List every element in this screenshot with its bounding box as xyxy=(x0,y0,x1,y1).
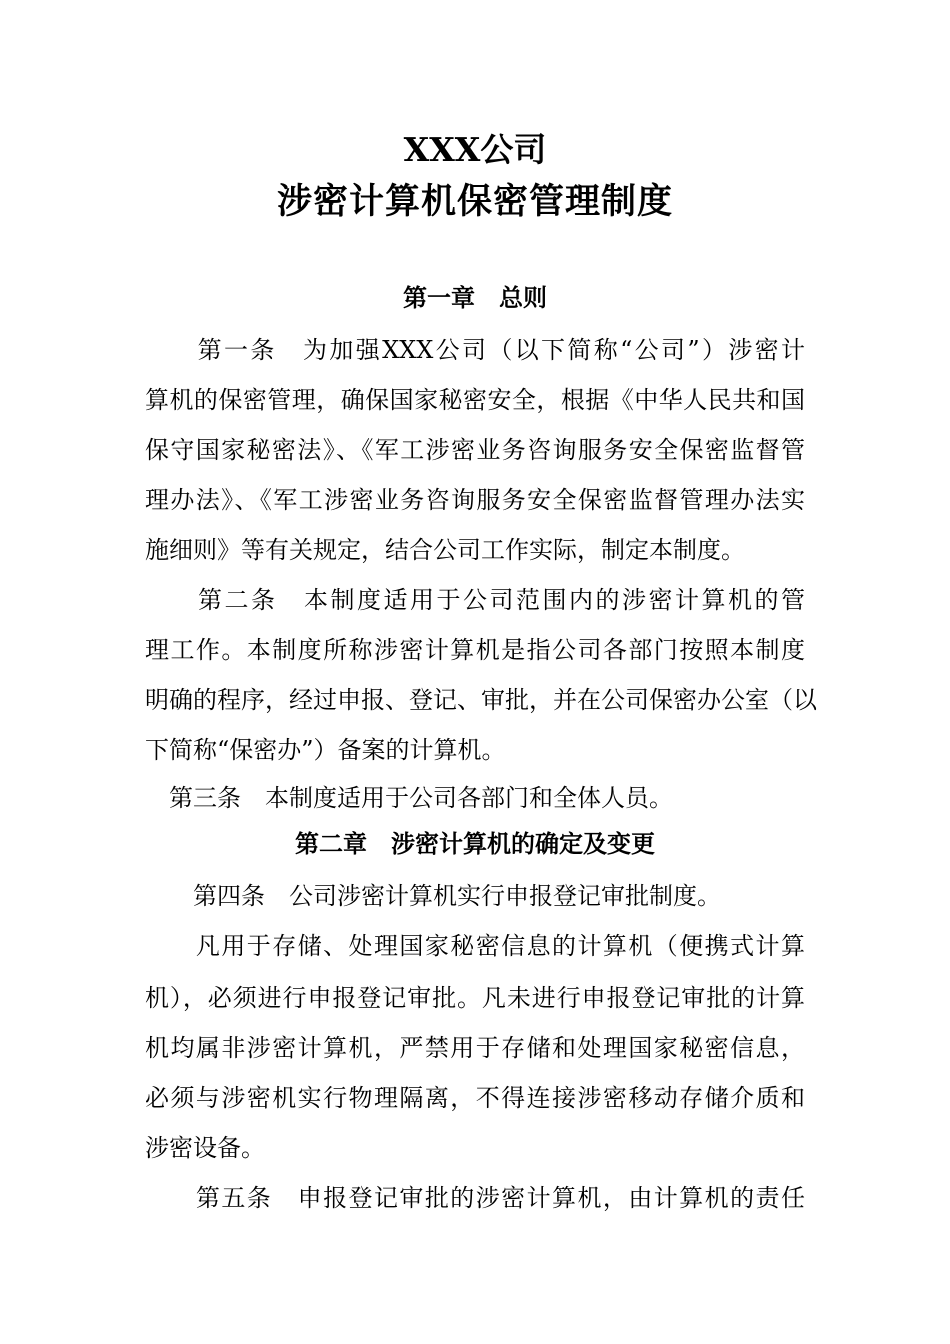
chapter-heading-1: 第一章 总则 xyxy=(403,283,547,312)
text-line: 凡用于存储、处理国家秘密信息的计算机（便携式计算 xyxy=(145,932,805,960)
text-line: 机均属非涉密计算机，严禁用于存储和处理国家秘密信息， xyxy=(145,1034,805,1062)
text-line: 第五条 申报登记审批的涉密计算机，由计算机的责任 xyxy=(145,1184,805,1212)
text-line: 第一条 为加强XXX公司（以下简称“公司”）涉密计 xyxy=(145,336,805,364)
document-title-company: XXX公司 xyxy=(403,130,547,169)
chapter-heading-2: 第二章 涉密计算机的确定及变更 xyxy=(295,829,655,858)
text-line: 涉密设备。 xyxy=(145,1134,265,1162)
text-line: 必须与涉密机实行物理隔离，不得连接涉密移动存储介质和 xyxy=(145,1084,805,1112)
text-line: 下简称“保密办”）备案的计算机。 xyxy=(145,736,506,764)
text-line: 第四条 公司涉密计算机实行申报登记审批制度。 xyxy=(145,882,721,910)
text-line: 理办法》、《军工涉密业务咨询服务安全保密监督管理办法实 xyxy=(145,486,805,514)
text-line: 保守国家秘密法》、《军工涉密业务咨询服务安全保密监督管 xyxy=(145,436,805,464)
text-line: 机），必须进行申报登记审批。凡未进行申报登记审批的计算 xyxy=(145,984,805,1012)
text-line: 理工作。本制度所称涉密计算机是指公司各部门按照本制度 xyxy=(145,636,805,664)
text-line: 算机的保密管理，确保国家秘密安全，根据《中华人民共和国 xyxy=(145,386,805,414)
text-line: 第三条 本制度适用于公司各部门和全体人员。 xyxy=(145,784,673,812)
document-title-main: 涉密计算机保密管理制度 xyxy=(276,181,673,222)
text-line: 明确的程序，经过申报、登记、审批，并在公司保密办公室（以 xyxy=(145,686,817,714)
text-line: 第二条 本制度适用于公司范围内的涉密计算机的管 xyxy=(145,586,805,614)
text-line: 施细则》等有关规定，结合公司工作实际，制定本制度。 xyxy=(145,536,745,564)
